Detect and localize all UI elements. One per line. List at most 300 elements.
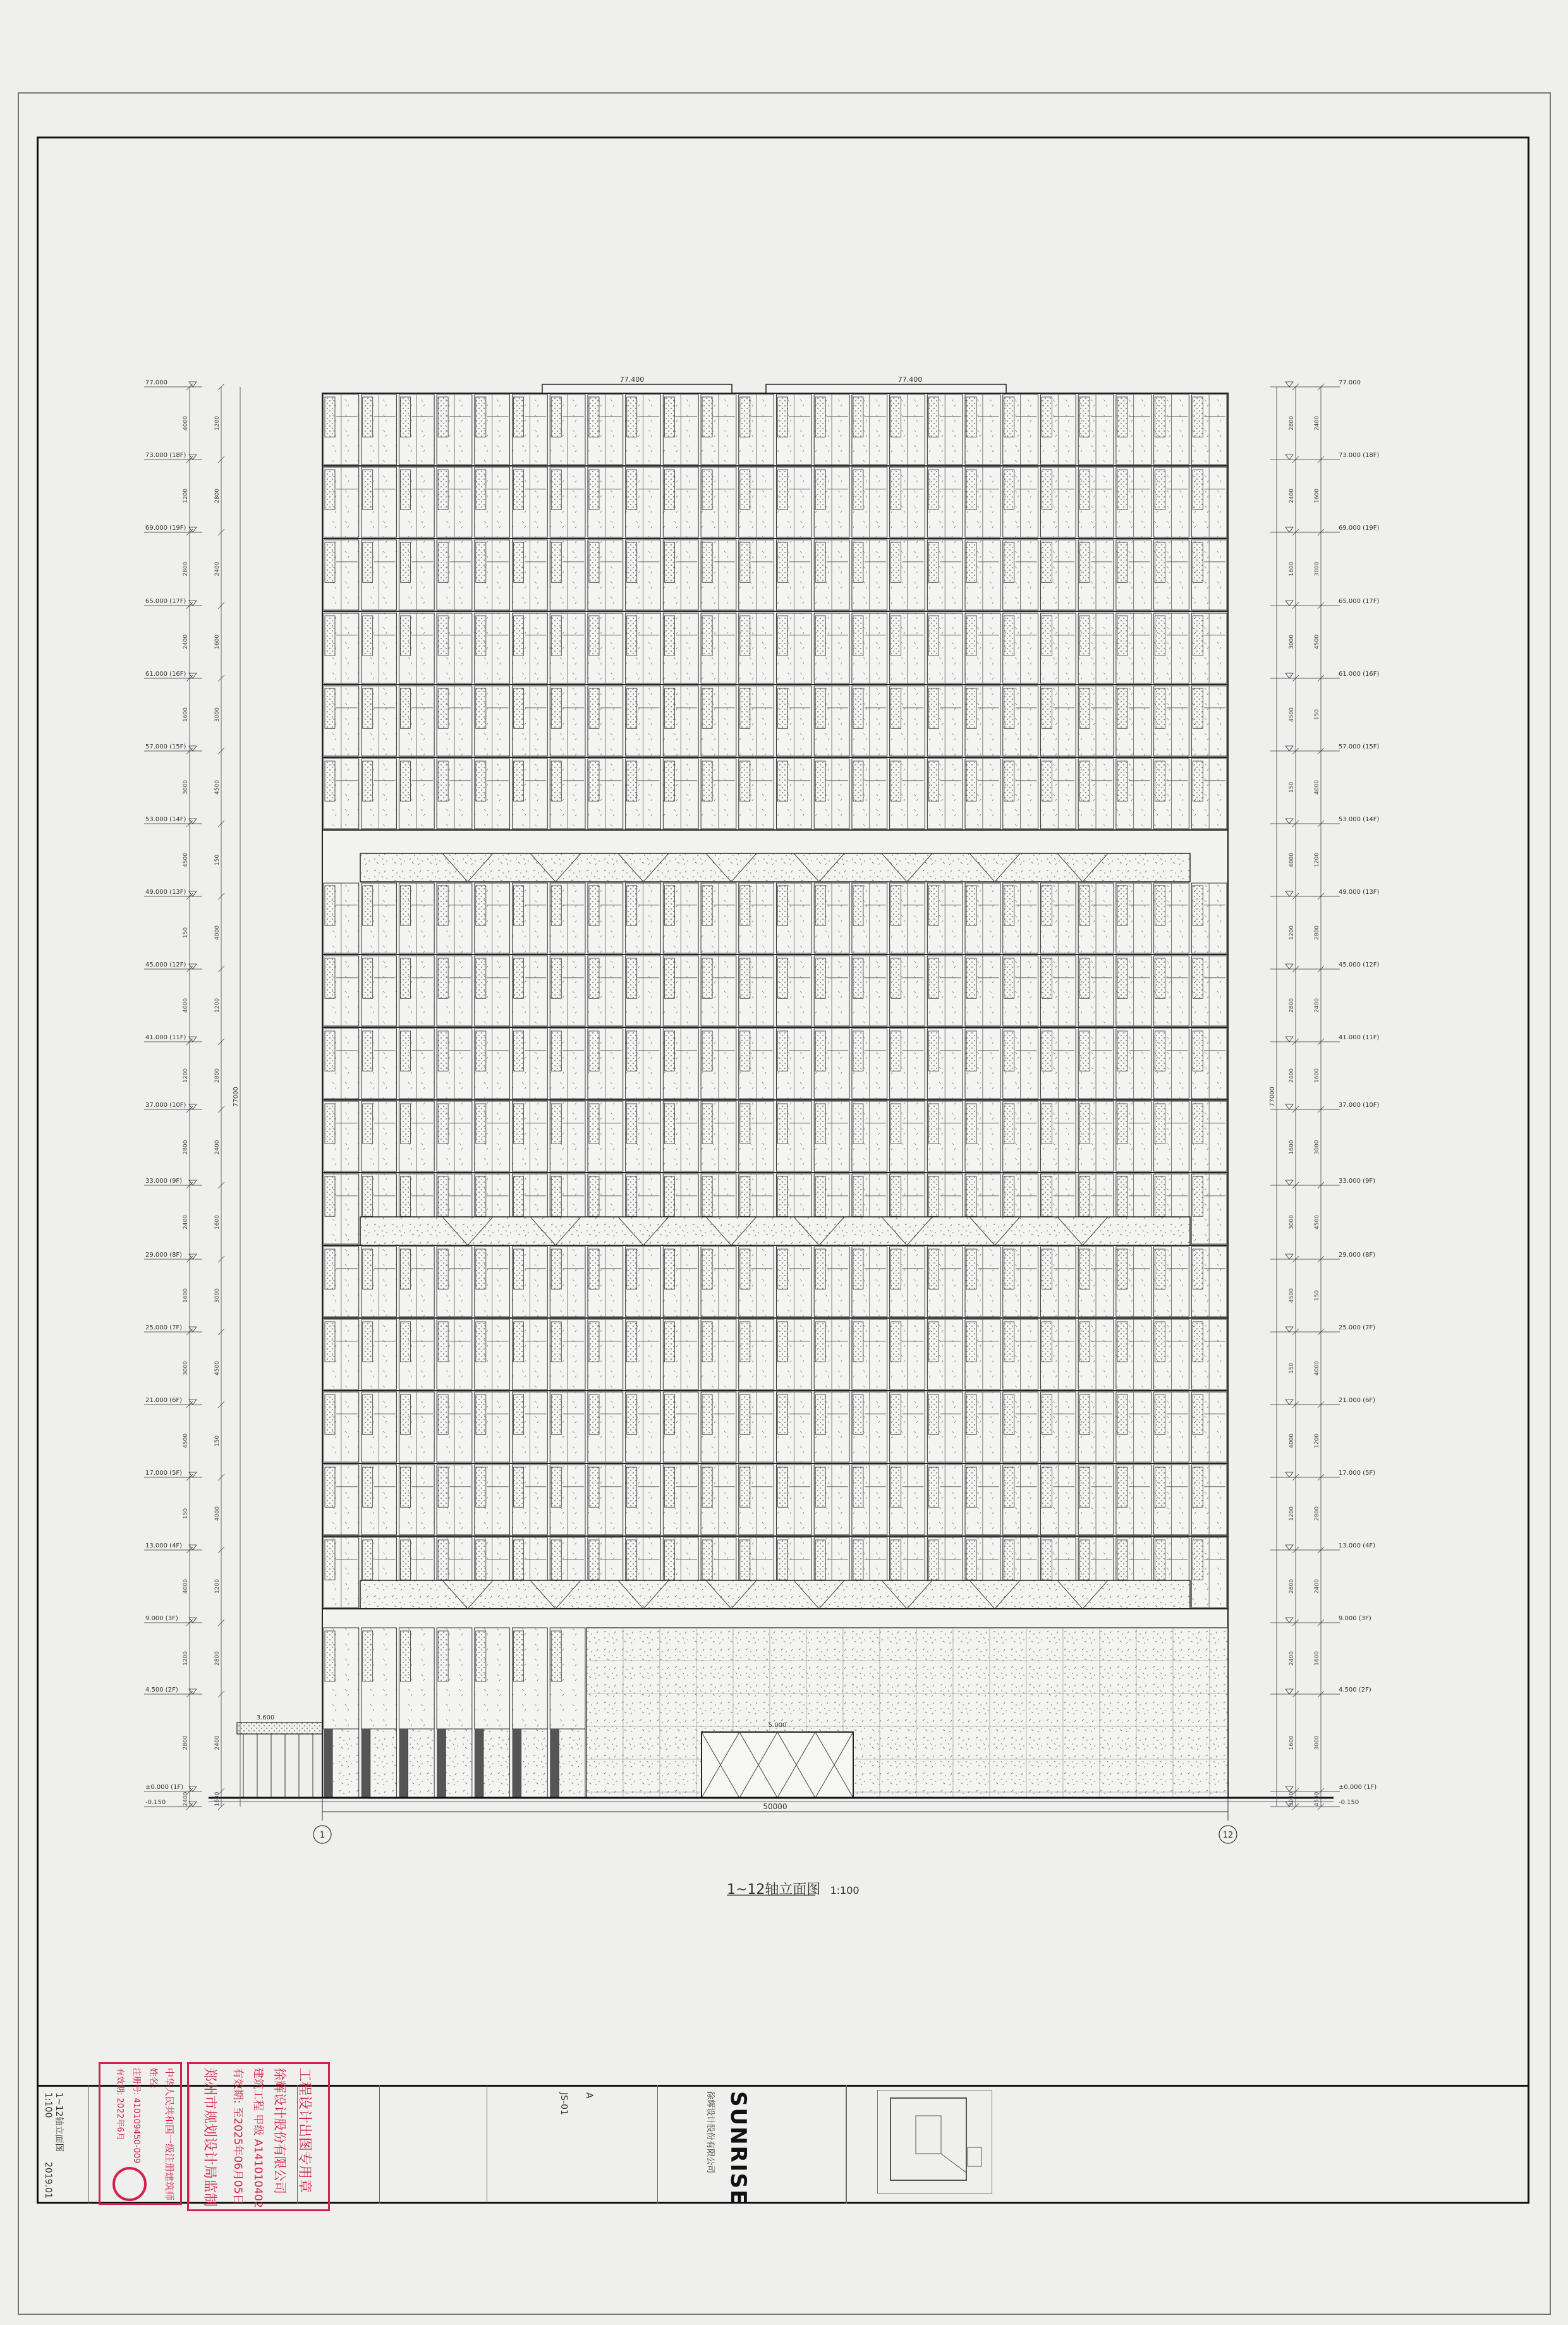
spandrel-panel [853, 1104, 863, 1144]
podium-column [399, 1729, 408, 1798]
spandrel-panel [815, 1249, 825, 1289]
dim-segment-text: 1200 [214, 998, 221, 1013]
axis-bubble-1-label: 1 [319, 1831, 325, 1840]
spandrel-panel [1155, 1322, 1165, 1362]
level-label-left: 29.000 (8F) [145, 1252, 183, 1259]
spandrel-panel [1042, 1031, 1052, 1071]
dim-segment-text: 4000 [1314, 1361, 1320, 1376]
dim-segment-text: 2800 [1289, 1579, 1295, 1594]
dim-segment-text: 1200 [183, 489, 189, 503]
review-stamp-line: 郑州市规划设计局监制 [202, 2068, 217, 2207]
spandrel-panel [853, 1394, 863, 1434]
spandrel-panel [589, 1540, 599, 1580]
company-logo: SUNRISE [726, 2091, 751, 2206]
spandrel-panel [325, 958, 335, 998]
level-label-right: -0.150 [1339, 1799, 1359, 1806]
level-marker-right [1285, 964, 1293, 969]
spandrel-panel [778, 616, 788, 656]
spandrel-panel [400, 1031, 410, 1071]
spandrel-panel [740, 397, 750, 437]
spandrel-panel [891, 470, 901, 510]
spandrel-panel [778, 1467, 788, 1507]
dim-segment-text: 4500 [1314, 1215, 1320, 1230]
spandrel-panel [1155, 1176, 1165, 1216]
drawing-title-text: 1~12轴立面图 [727, 1882, 821, 1898]
drawing-scale: 1:100 [830, 1884, 860, 1896]
spandrel-panel [702, 397, 712, 437]
spandrel-panel [438, 958, 448, 998]
level-label-left: 73.000 (18F) [145, 452, 186, 459]
level-label-left: -0.150 [145, 1799, 166, 1806]
dim-segment-text: 150 [183, 1508, 189, 1520]
level-marker-right [1285, 746, 1293, 751]
spandrel-panel [1079, 958, 1090, 998]
dim-segment-text: 150 [1289, 1362, 1295, 1374]
spandrel-panel [1004, 1540, 1014, 1580]
architect-stamp-line-4: 有效期: 2022年6月 [115, 2068, 125, 2140]
dim-segment-text: 4000 [1314, 780, 1320, 795]
spandrel-panel [438, 1394, 448, 1434]
spandrel-panel [400, 542, 410, 582]
spandrel-panel [476, 1394, 486, 1434]
level-label-left: 49.000 (13F) [145, 889, 186, 896]
spandrel-panel [891, 886, 901, 925]
band-panel [360, 1217, 1190, 1245]
spandrel-panel [514, 1176, 524, 1216]
spandrel-panel [551, 1031, 561, 1071]
spandrel-panel [476, 1540, 486, 1580]
spandrel-panel [891, 542, 901, 582]
spandrel-panel [664, 1031, 674, 1071]
band-panel [360, 1580, 1190, 1609]
spandrel-panel [1042, 542, 1052, 582]
spandrel-panel [1004, 1467, 1014, 1507]
spandrel-panel [702, 1176, 712, 1216]
spandrel-panel [928, 1467, 939, 1507]
level-label-right: 69.000 (19F) [1339, 525, 1380, 532]
spandrel-panel [740, 1394, 750, 1434]
spandrel-panel [928, 1104, 939, 1144]
spandrel-panel [891, 1031, 901, 1071]
spandrel-panel [1117, 1540, 1127, 1580]
spandrel-panel [891, 1540, 901, 1580]
spandrel-panel [627, 470, 637, 510]
spandrel-panel [664, 1104, 674, 1144]
spandrel-panel [400, 761, 410, 801]
spandrel-panel [514, 886, 524, 925]
spandrel-panel [400, 1104, 410, 1144]
spandrel-panel [891, 1394, 901, 1434]
spandrel-panel [400, 1631, 410, 1681]
spandrel-panel [551, 1467, 561, 1507]
spandrel-panel [589, 1467, 599, 1507]
spandrel-panel [853, 886, 863, 925]
spandrel-panel [1193, 1394, 1203, 1434]
podium-glazing [483, 1729, 510, 1798]
dim-segment-text: 2400 [1314, 998, 1320, 1013]
spandrel-panel [702, 542, 712, 582]
dim-segment-text: 3000 [1314, 1735, 1320, 1750]
spandrel-panel [966, 470, 976, 510]
level-marker-right [1285, 527, 1293, 532]
tb-date: 2019.01 [43, 2162, 53, 2199]
key-plan [877, 2090, 992, 2194]
spandrel-panel [325, 1540, 335, 1580]
spandrel-panel [1117, 470, 1127, 510]
podium-glazing [332, 1729, 359, 1798]
spandrel-panel [1117, 1031, 1127, 1071]
canopy-level-text: 3.600 [256, 1714, 275, 1721]
tb-divider [88, 2085, 89, 2204]
width-dim-text: 50000 [763, 1802, 787, 1811]
level-marker-right [1285, 601, 1293, 606]
dim-segment-text: 4500 [1289, 1288, 1295, 1303]
spandrel-panel [514, 397, 524, 437]
level-label-left: 61.000 (16F) [145, 671, 186, 678]
spandrel-panel [1004, 1031, 1014, 1071]
level-label-right: 13.000 (4F) [1339, 1542, 1376, 1549]
spandrel-panel [1193, 958, 1203, 998]
spandrel-panel [740, 1104, 750, 1144]
spandrel-panel [966, 886, 976, 925]
podium [322, 1609, 1228, 1798]
spandrel-panel [438, 1631, 448, 1681]
dim-segment-text: 1600 [1314, 1651, 1320, 1666]
spandrel-panel [1079, 1540, 1090, 1580]
spandrel-panel [325, 1031, 335, 1071]
dim-segment-text: 2400 [214, 1140, 221, 1155]
spandrel-panel [1079, 886, 1090, 925]
spandrel-panel [664, 1322, 674, 1362]
spandrel-panel [325, 1467, 335, 1507]
tb-divider [846, 2085, 847, 2204]
level-label-right: 49.000 (13F) [1339, 889, 1380, 896]
dim-segment-text: 1600 [183, 707, 189, 722]
spandrel-panel [702, 1467, 712, 1507]
spandrel-panel [1155, 1467, 1165, 1507]
spandrel-panel [438, 470, 448, 510]
dim-segment-text: 2400 [1289, 1068, 1295, 1083]
spandrel-panel [778, 1322, 788, 1362]
spandrel-panel [702, 1394, 712, 1434]
spandrel-panel [400, 958, 410, 998]
dim-segment-text: 4500 [214, 780, 221, 795]
spandrel-panel [589, 470, 599, 510]
spandrel-panel [1155, 886, 1165, 925]
spandrel-panel [589, 1249, 599, 1289]
spandrel-panel [438, 1540, 448, 1580]
level-marker-right [1285, 1180, 1293, 1185]
spandrel-panel [438, 1104, 448, 1144]
podium-column [437, 1729, 446, 1798]
level-label-right: 21.000 (6F) [1339, 1397, 1376, 1404]
dim-segment-text: 1600 [1289, 1140, 1295, 1155]
spandrel-panel [1117, 542, 1127, 582]
spandrel-panel [1193, 1249, 1203, 1289]
level-label-left: 25.000 (7F) [145, 1324, 183, 1331]
spandrel-panel [476, 958, 486, 998]
spandrel-panel [815, 542, 825, 582]
spandrel-panel [966, 1322, 976, 1362]
spandrel-panel [928, 397, 939, 437]
spandrel-panel [551, 397, 561, 437]
architect-seal-icon [112, 2167, 147, 2201]
spandrel-panel [1117, 1394, 1127, 1434]
spandrel-panel [853, 761, 863, 801]
spandrel-panel [928, 886, 939, 925]
key-plan-graphic [878, 2090, 992, 2193]
dim-segment-text: 4500 [1289, 707, 1295, 722]
spandrel-panel [551, 1249, 561, 1289]
spandrel-panel [400, 886, 410, 925]
spandrel-panel [438, 688, 448, 728]
spandrel-panel [1155, 1249, 1165, 1289]
spandrel-panel [815, 886, 825, 925]
spandrel-panel [1042, 958, 1052, 998]
spandrel-panel [589, 1031, 599, 1071]
spandrel-panel [400, 1176, 410, 1216]
spandrel-panel [702, 958, 712, 998]
spandrel-panel [363, 397, 373, 437]
spandrel-panel [853, 1176, 863, 1216]
spandrel-panel [363, 1322, 373, 1362]
spandrel-panel [966, 688, 976, 728]
spandrel-panel [664, 1394, 674, 1434]
spandrel-panel [363, 761, 373, 801]
podium-stone-wall [586, 1628, 1228, 1798]
spandrel-panel [966, 1031, 976, 1071]
spandrel-panel [627, 1031, 637, 1071]
dim-segment-text: 4500 [183, 1434, 189, 1448]
architect-stamp-line-2: 姓名: [148, 2068, 158, 2089]
spandrel-panel [853, 1540, 863, 1580]
spandrel-panel [891, 1176, 901, 1216]
dim-segment-text: 3000 [183, 780, 189, 795]
spandrel-panel [476, 616, 486, 656]
spandrel-panel [476, 886, 486, 925]
spandrel-panel [627, 1104, 637, 1144]
podium-column [475, 1729, 483, 1798]
spandrel-panel [1042, 886, 1052, 925]
spandrel-panel [1193, 616, 1203, 656]
spandrel-panel [1004, 886, 1014, 925]
spandrel-panel [740, 616, 750, 656]
dim-segment-text: 1600 [214, 635, 221, 649]
spandrel-panel [627, 1467, 637, 1507]
spandrel-panel [589, 1322, 599, 1362]
spandrel-panel [815, 1176, 825, 1216]
design-stamp-line-4: 有效期: 至2025年06月05日 [231, 2068, 244, 2205]
spandrel-panel [400, 470, 410, 510]
spandrel-panel [589, 688, 599, 728]
design-stamp-line-2: 徐辉设计股份有限公司 [272, 2068, 288, 2194]
spandrel-panel [400, 688, 410, 728]
spandrel-panel [1004, 958, 1014, 998]
dim-segment-text: 2800 [1289, 998, 1295, 1013]
spandrel-panel [778, 688, 788, 728]
level-label-left: 13.000 (4F) [145, 1542, 183, 1549]
spandrel-panel [476, 542, 486, 582]
spandrel-panel [853, 958, 863, 998]
entrance-frame [702, 1732, 853, 1798]
spandrel-panel [551, 1540, 561, 1580]
podium-glazing [408, 1729, 434, 1798]
spandrel-panel [1042, 1540, 1052, 1580]
design-stamp [187, 2062, 330, 2211]
spandrel-panel [664, 1467, 674, 1507]
design-stamp-line-3: 建筑工程 甲级 A141010402 [252, 2068, 264, 2208]
spandrel-panel [966, 1104, 976, 1144]
spandrel-panel [928, 1249, 939, 1289]
spandrel-panel [778, 1394, 788, 1434]
spandrel-panel [363, 1540, 373, 1580]
spandrel-panel [551, 1104, 561, 1144]
spandrel-panel [1155, 761, 1165, 801]
spandrel-panel [928, 688, 939, 728]
architect-stamp-line-3: 注册号: 410109450-009 [131, 2068, 141, 2164]
spandrel-panel [1193, 1176, 1203, 1216]
level-label-left: 77.000 [145, 379, 167, 386]
level-marker-right [1285, 1618, 1293, 1623]
spandrel-panel [514, 1249, 524, 1289]
dim-segment-text: 4500 [214, 1361, 221, 1376]
spandrel-panel [1079, 1031, 1090, 1071]
spandrel-panel [363, 886, 373, 925]
spandrel-panel [815, 688, 825, 728]
level-marker-right [1285, 673, 1293, 678]
spandrel-panel [891, 1249, 901, 1289]
dim-segment-text: 1200 [1314, 853, 1320, 867]
podium-glazing [446, 1729, 472, 1798]
spandrel-panel [438, 542, 448, 582]
spandrel-panel [966, 616, 976, 656]
dim-segment-text: 2400 [214, 1735, 221, 1750]
level-marker-right [1285, 382, 1293, 387]
spandrel-panel [627, 761, 637, 801]
spandrel-panel [514, 1540, 524, 1580]
spandrel-panel [1117, 397, 1127, 437]
architect-stamp-line-1: 中华人民共和国一级注册建筑师 [164, 2068, 175, 2201]
spandrel-panel [514, 542, 524, 582]
level-marker-right [1285, 891, 1293, 896]
spandrel-panel [778, 1031, 788, 1071]
dim-segment-text: 2800 [183, 561, 189, 577]
spandrel-panel [1079, 1176, 1090, 1216]
spandrel-panel [325, 1322, 335, 1362]
spandrel-panel [514, 470, 524, 510]
spandrel-panel [740, 1540, 750, 1580]
dim-segment-text: 4000 [214, 1506, 221, 1521]
spandrel-panel [1155, 542, 1165, 582]
level-label-left: 57.000 (15F) [145, 743, 186, 750]
spandrel-panel [627, 1394, 637, 1434]
spandrel-panel [325, 1394, 335, 1434]
spandrel-panel [627, 542, 637, 582]
spandrel-panel [702, 761, 712, 801]
spandrel-panel [1079, 1104, 1090, 1144]
spandrel-panel [778, 886, 788, 925]
tb-divider [657, 2085, 658, 2204]
spandrel-panel [891, 1104, 901, 1144]
spandrel-panel [325, 542, 335, 582]
spandrel-panel [589, 397, 599, 437]
spandrel-panel [551, 958, 561, 998]
spandrel-panel [1042, 688, 1052, 728]
spandrel-panel [1004, 616, 1014, 656]
spandrel-panel [514, 958, 524, 998]
spandrel-panel [740, 761, 750, 801]
spandrel-panel [1155, 688, 1165, 728]
spandrel-panel [589, 542, 599, 582]
spandrel-panel [551, 1176, 561, 1216]
spandrel-panel [514, 1467, 524, 1507]
spandrel-panel [514, 1104, 524, 1144]
spandrel-panel [627, 397, 637, 437]
dim-segment-text: 3000 [183, 1361, 189, 1376]
spandrel-panel [1193, 542, 1203, 582]
spandrel-panel [476, 1031, 486, 1071]
spandrel-panel [966, 1540, 976, 1580]
spandrel-panel [966, 761, 976, 801]
spandrel-panel [664, 470, 674, 510]
dim-segment-text: 1200 [214, 416, 221, 430]
podium-column [513, 1729, 521, 1798]
spandrel-panel [1193, 470, 1203, 510]
level-label-right: 25.000 (7F) [1339, 1324, 1376, 1331]
spandrel-panel [1042, 470, 1052, 510]
podium-column [324, 1729, 332, 1798]
spandrel-panel [928, 1176, 939, 1216]
spandrel-panel [1079, 688, 1090, 728]
spandrel-panel [438, 761, 448, 801]
level-marker-right [1285, 1472, 1293, 1477]
spandrel-panel [740, 886, 750, 925]
spandrel-panel [1155, 470, 1165, 510]
spandrel-panel [853, 616, 863, 656]
spandrel-panel [702, 616, 712, 656]
spandrel-panel [1193, 1031, 1203, 1071]
spandrel-panel [778, 1176, 788, 1216]
dim-segment-text: 2800 [214, 1651, 221, 1666]
level-marker-right [1285, 1037, 1293, 1042]
spandrel-panel [476, 761, 486, 801]
spandrel-panel [589, 1104, 599, 1144]
spandrel-panel [702, 1322, 712, 1362]
company-name: 徐辉设计股份有限公司 [705, 2091, 715, 2174]
spandrel-panel [627, 616, 637, 656]
spandrel-panel [1042, 1249, 1052, 1289]
spandrel-panel [1155, 958, 1165, 998]
dim-segment-text: 2800 [183, 1735, 189, 1750]
dim-segment-text: 3000 [1289, 1215, 1295, 1230]
spandrel-panel [551, 886, 561, 925]
spandrel-panel [966, 958, 976, 998]
level-label-right: 45.000 (12F) [1339, 961, 1380, 968]
spandrel-panel [1193, 688, 1203, 728]
spandrel-panel [363, 616, 373, 656]
spandrel-panel [1079, 1249, 1090, 1289]
spandrel-panel [551, 1631, 561, 1681]
spandrel-panel [853, 470, 863, 510]
spandrel-panel [476, 688, 486, 728]
spandrel-panel [1155, 616, 1165, 656]
dim-segment-text: 150 [214, 1435, 221, 1447]
dim-segment-text: 2800 [214, 489, 221, 503]
spandrel-panel [514, 616, 524, 656]
dim-segment-text: 1600 [1289, 561, 1295, 577]
spandrel-panel [1117, 1104, 1127, 1144]
dim-segment-text: 4000 [1289, 853, 1295, 867]
